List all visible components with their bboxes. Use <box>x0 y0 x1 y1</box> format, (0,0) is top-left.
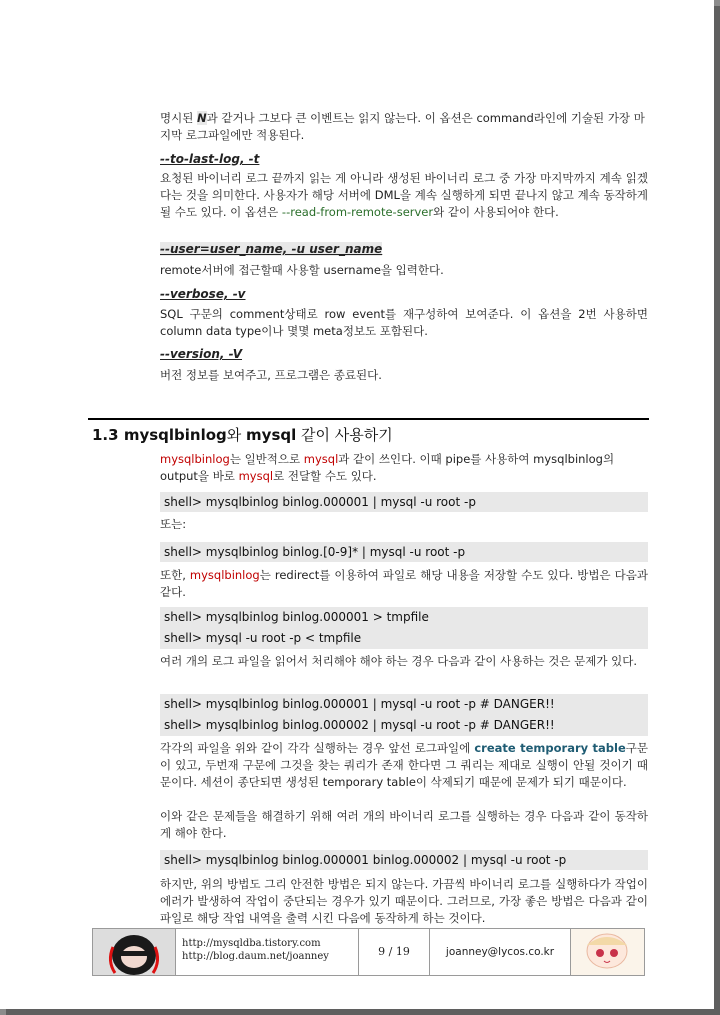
para-danger: 각각의 파일을 위와 같이 각각 실행하는 경우 앞선 로그파일에 create temporary table구문이 있고, 두번재 구문에 그것을 찾는 쿼리가 존재 한다면 그 쿼리는 제대로 실행이 안될 것이기 때문이다. 세션이 종단되면 생성된 temporary table이 삭제되기 때문에 문제가 되기 때문이다. <box>160 741 648 789</box>
author-email: joanney@lycos.co.kr <box>430 929 571 975</box>
remote-server-option-ref: --read-from-remote-server <box>281 205 434 219</box>
para-multi-logs: 여러 개의 로그 파일을 읽어서 처리해야 해야 하는 경우 다음과 같이 사용하는 것은 문제가 있다. <box>160 654 637 668</box>
code-block: shell> mysqlbinlog binlog.000001 > tmpfile shell> mysql -u root -p < tmpfile <box>160 607 648 649</box>
code-line: shell> mysqlbinlog binlog.000001 binlog.000002 | mysql -u root -p <box>160 850 648 870</box>
footer-avatar-right <box>571 929 644 975</box>
para-redirect: 또한, mysqlbinlog는 redirect를 이용하여 파일로 해당 내용을 저장할 수도 있다. 방법은 다음과 같다. <box>160 568 648 599</box>
section-rule <box>88 418 649 420</box>
code-block: shell> mysqlbinlog binlog.000001 | mysql -u root -p # DANGER!! shell> mysqlbinlog binlog.000002 | mysql -u root -p # DANGER!! <box>160 694 648 736</box>
intro-text-pre: 명시된 <box>160 111 197 125</box>
section-heading: 1.3 mysqlbinlog와 mysql 같이 사용하기 <box>92 426 393 444</box>
page-shadow-bottom <box>6 1009 720 1015</box>
para-version: 버전 정보를 보여주고, 프로그램은 종료된다. <box>160 368 382 382</box>
blog-link-daum[interactable]: http://blog.daum.net/joanney <box>182 951 329 962</box>
footer-avatar-left <box>93 929 176 975</box>
option-version: --version, -V <box>160 347 243 361</box>
option-user: --user=user_name, -u user_name <box>160 242 383 256</box>
code-line: shell> mysqlbinlog binlog.[0-9]* | mysql -u root -p <box>160 542 648 562</box>
page-shadow-right <box>714 6 720 1015</box>
intro-text-post: 과 같거나 그보다 큰 이벤트는 읽지 않는다. 이 옵션은 command라인에 기술된 가장 마지막 로그파일에만 적용된다. <box>160 111 645 142</box>
page-footer <box>92 928 645 976</box>
option-verbose: --verbose, -v <box>160 287 246 301</box>
option-to-last-log: --to-last-log, -t <box>160 152 260 166</box>
para-verbose: SQL 구문의 comment상태로 row event를 재구성하여 보여준다. 이 옵션을 2번 사용하면 column data type이나 몇몇 meta정보도 포함된다. <box>160 307 648 338</box>
para-caution: 하지만, 위의 방법도 그리 안전한 방법은 되지 않는다. 가끔씩 바이너리 로그를 실행하다가 작업이 에러가 발생하여 작업이 중단되는 경우가 있기 때문이다. 그러므로, 가장 좋은 방법은 다음과 같이 파일로 해당 작업 내역을 출력 시킨 다음에 동작하게 하는 것이다. <box>160 877 648 925</box>
dark-character-avatar <box>93 929 175 975</box>
intro-n-highlight: N <box>196 111 207 125</box>
footer-links <box>176 929 359 975</box>
para-section-intro: mysqlbinlog는 일반적으로 mysql과 같이 쓰인다. 이때 pipe를 사용하여 mysqlbinlog의 output을 바로 mysql로 전달할 수도 있다. <box>160 452 615 483</box>
para-solution: 이와 같은 문제들을 해결하기 위해 여러 개의 바이너리 로그를 실행하는 경우 다음과 같이 동작하게 해야 한다. <box>160 809 648 840</box>
para-or: 또는: <box>160 517 187 531</box>
blog-link-tistory[interactable]: http://mysqldba.tistory.com <box>182 938 321 949</box>
code-line: shell> mysqlbinlog binlog.000001 | mysql -u root -p <box>160 492 648 512</box>
page-number: 9 / 19 <box>359 929 430 975</box>
para-intro <box>160 110 648 144</box>
para-to-last-log: 요청된 바이너리 로그 끝까지 읽는 게 아니라 생성된 바이너리 로그 중 가장 마지막까지 계속 읽겠다는 것을 의미한다. 사용자가 해당 서버에 DML을 계속 실행하게 되면 끝나지 않고 계속 동작하게 될 수도 있다. 이 옵션은 --read-from-remote-server와 같이 사용되어야 한다. <box>160 171 648 219</box>
para-user: remote서버에 접근할때 사용할 username을 입력한다. <box>160 263 444 277</box>
cute-character-avatar <box>571 929 644 975</box>
